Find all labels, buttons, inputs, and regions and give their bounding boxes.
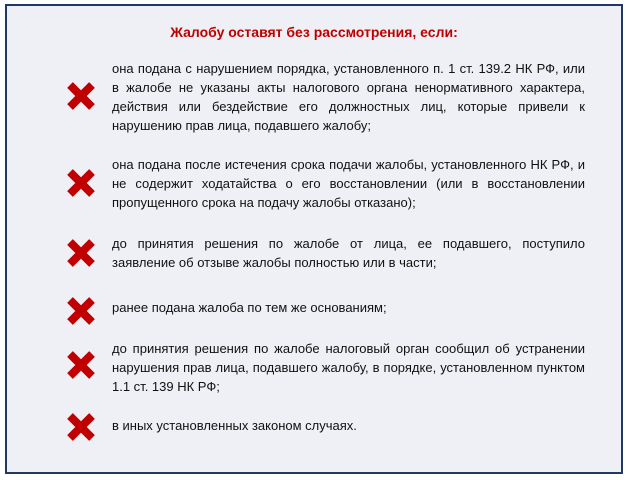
cross-icon xyxy=(66,238,96,268)
cross-icon xyxy=(66,296,96,326)
cross-icon xyxy=(66,168,96,198)
list-item-text: она подана после истечения срока подачи жалобы, установленного НК РФ, и не содержит ходатайства о его восстановлении (или в восстановлении пропущенного срока на подачу жалобы отказано); xyxy=(112,157,585,210)
list-item-text: в иных установленных законом случаях. xyxy=(112,418,357,433)
cross-icon xyxy=(66,412,96,442)
list-item-text: она подана с нарушением порядка, установленного п. 1 ст. 139.2 НК РФ, или в жалобе не указаны акты налогового органа ненормативного характера, действия или бездействие его должностных лиц, которые привели к нарушению прав лица, подавшего жалобу; xyxy=(112,61,585,133)
list-item-text: до принятия решения по жалобе налоговый орган сообщил об устранении нарушения прав лица, подавшего жалобу, в порядке, установленном пунктом 1.1 ст. 139 НК РФ; xyxy=(112,341,585,394)
page-title: Жалобу оставят без рассмотрения, если: xyxy=(170,24,458,40)
cross-icon xyxy=(66,81,96,111)
cross-icon xyxy=(66,350,96,380)
list-item-text: до принятия решения по жалобе от лица, ее подавшего, поступило заявление об отзыве жалобы полностью или в части; xyxy=(112,236,585,270)
content-panel xyxy=(5,4,623,474)
list-item-text: ранее подана жалоба по тем же основаниям; xyxy=(112,300,387,315)
